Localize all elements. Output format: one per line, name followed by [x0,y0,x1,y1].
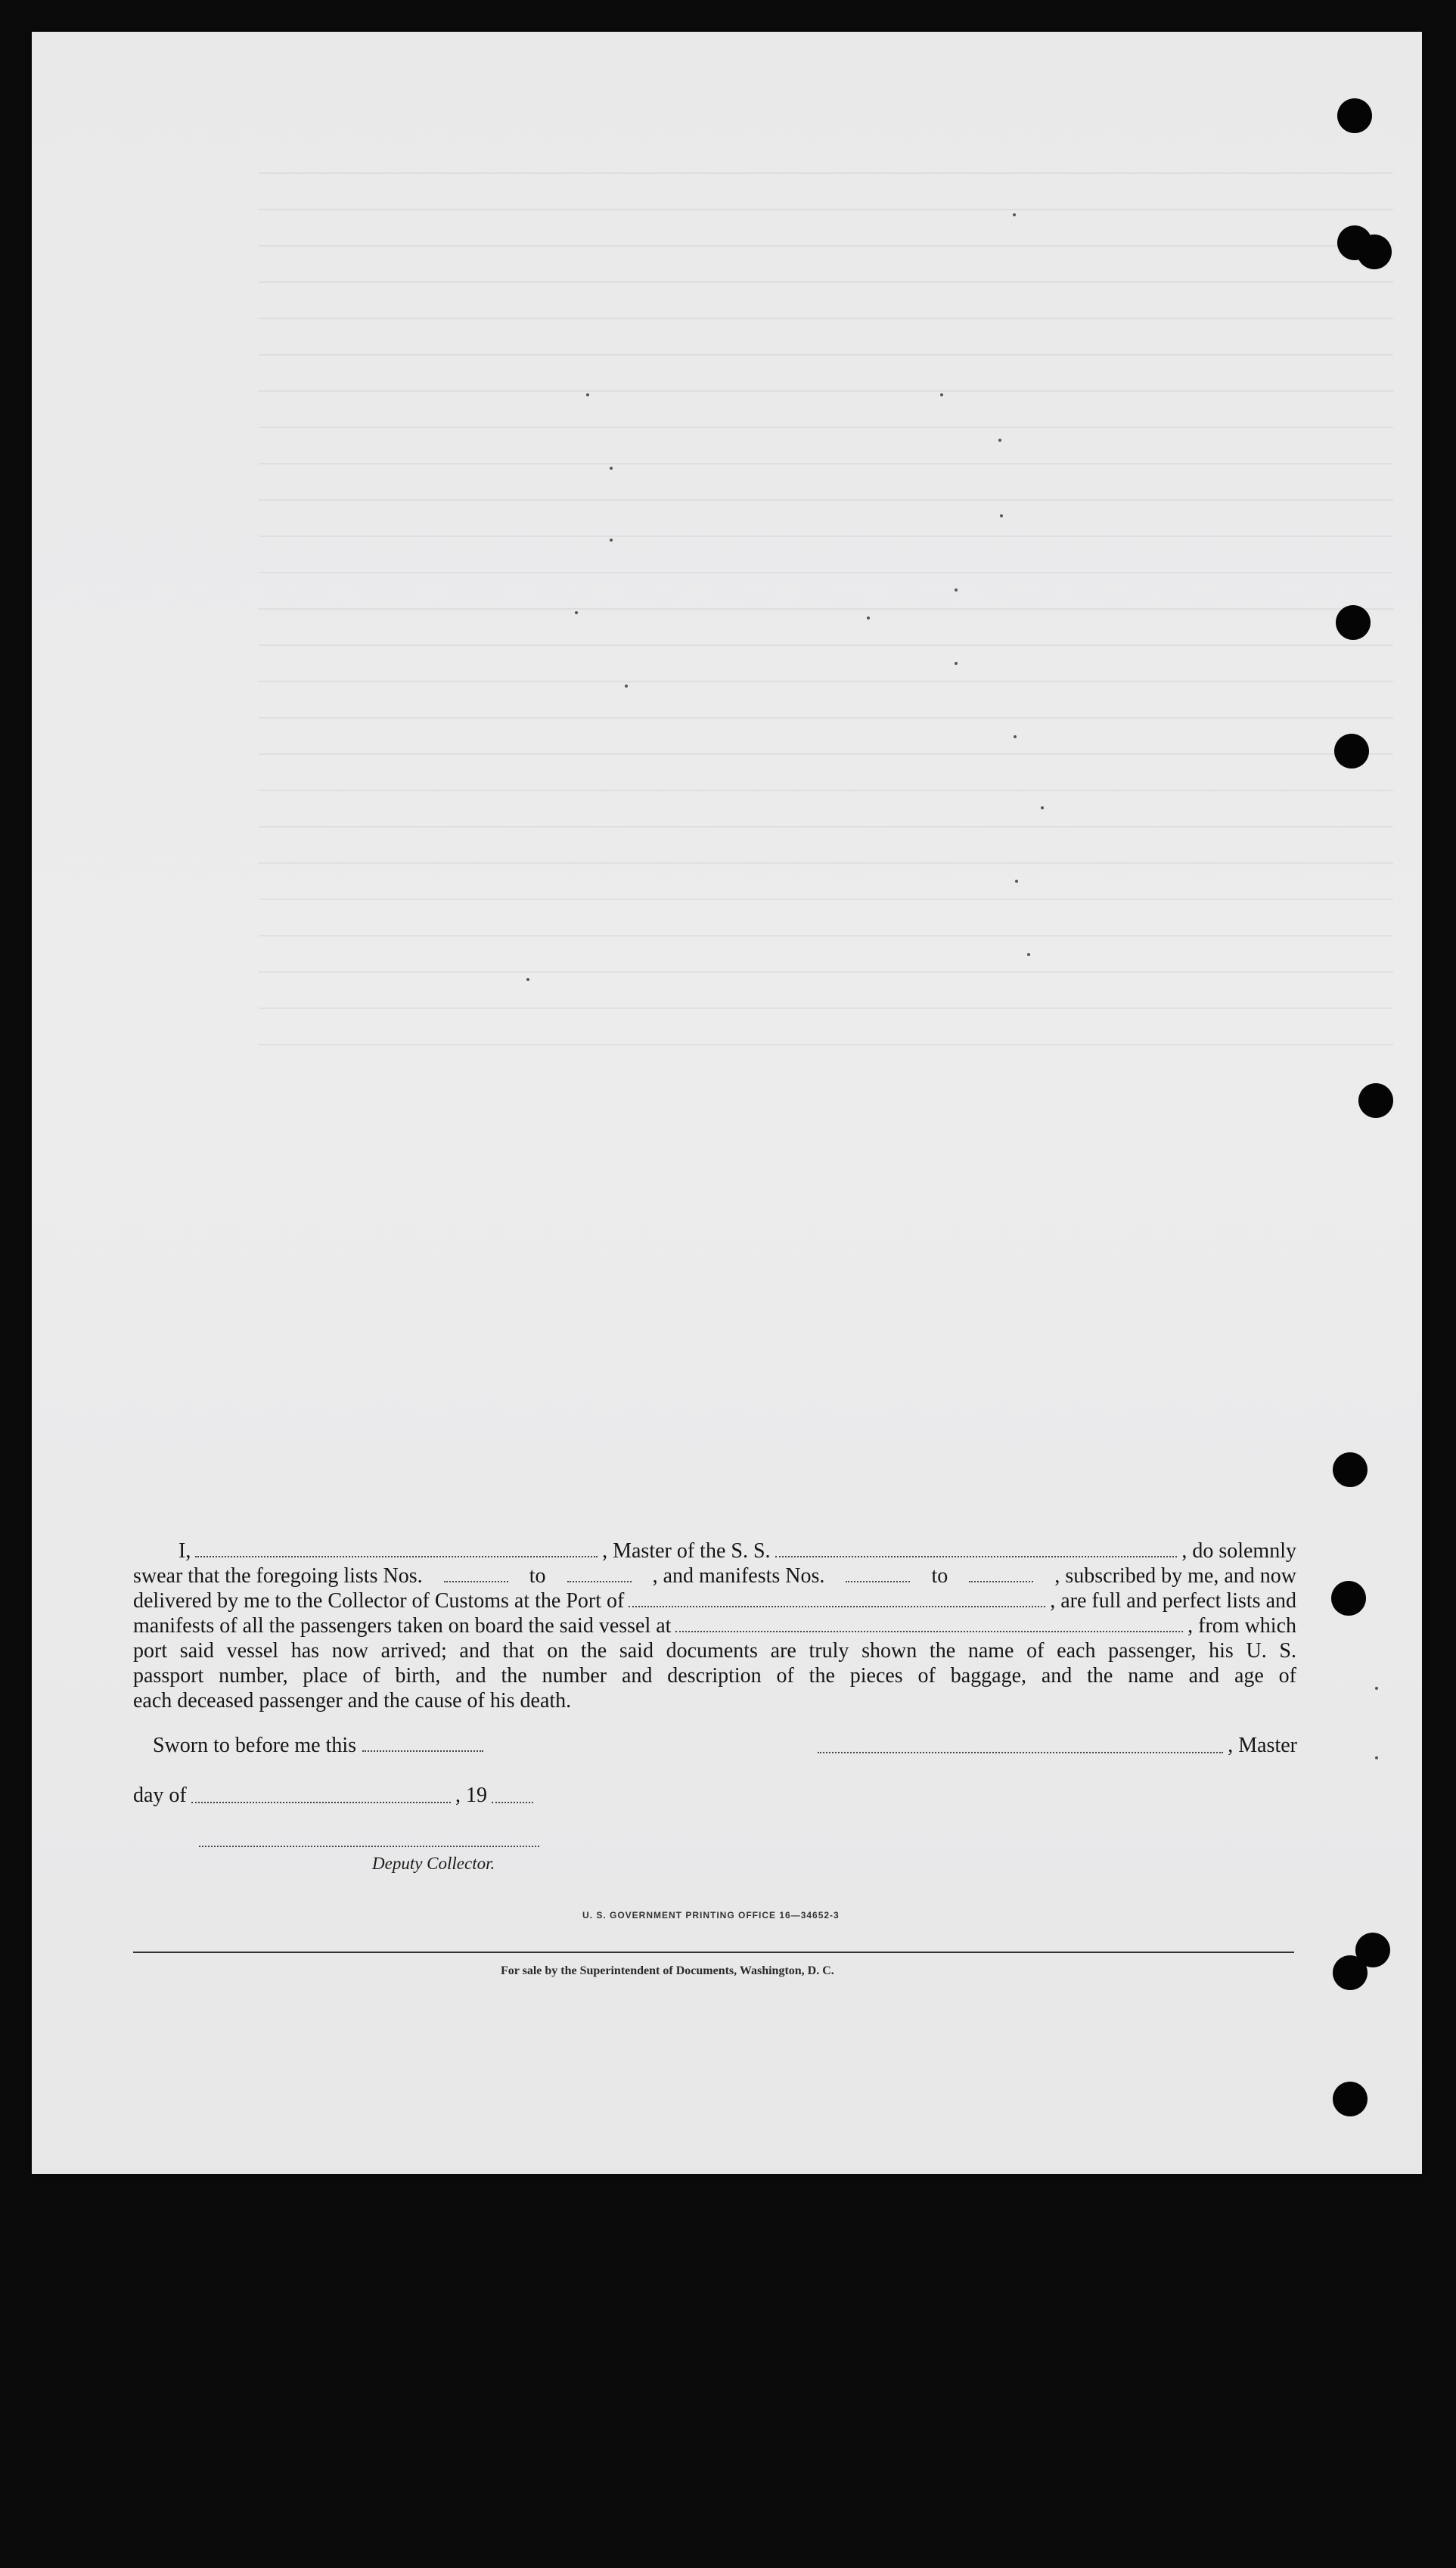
master-label: , Master [1228,1734,1297,1757]
list-from-blank [444,1563,508,1582]
oath-text: manifests of all the passengers taken on board the said vessel at [133,1614,672,1638]
master-name-blank [195,1539,598,1557]
ship-name-blank [775,1539,1178,1557]
speck [998,439,1001,442]
punch-hole [1331,1581,1366,1616]
speck [610,539,613,542]
punch-hole [1334,734,1369,769]
punch-hole [1357,234,1392,269]
bleed-through-texture [259,138,1393,1045]
oath-text: , subscribed by me, and now [1054,1564,1296,1588]
speck [625,685,628,688]
oath-line-3 [133,1588,1296,1613]
speck [610,467,613,470]
oath-text: , Master of the S. S. [602,1539,771,1563]
oath-text: to [931,1564,948,1588]
boarding-port-blank [675,1613,1183,1632]
speck [1375,1687,1378,1690]
punch-hole [1336,605,1371,640]
sworn-label: Sworn to before me this [153,1734,357,1757]
sworn-line [153,1734,483,1758]
speck [526,978,529,981]
oath-text: to [529,1564,546,1588]
oath-line-5: port said vessel has now arrived; and that on the said documents are truly shown the name of each passenger, his U. S. [133,1639,1296,1663]
oath-line-4 [133,1613,1296,1638]
oath-text: swear that the foregoing lists Nos. [133,1564,423,1588]
oath-paragraph [133,1539,1296,1713]
oath-line-1 [133,1539,1296,1563]
for-sale-notice: For sale by the Superintendent of Documents, Washington, D. C. [501,1964,834,1977]
speck [1015,880,1018,883]
speck [1013,213,1016,216]
oath-line-2 [133,1563,1296,1588]
punch-hole [1333,1452,1368,1487]
oath-text: delivered by me to the Collector of Customs at the Port of [133,1589,625,1613]
speck [1041,806,1044,809]
punch-hole [1333,2082,1368,2116]
document-page [32,32,1422,2174]
speck [940,393,943,396]
deputy-signature-blank [199,1846,539,1847]
punch-hole [1358,1083,1393,1118]
oath-line-7: each deceased passenger and the cause of his death. [133,1689,572,1713]
speck [955,588,958,592]
speck [1375,1756,1378,1759]
oath-line-6: passport number, place of birth, and the number and description of the pieces of baggage, and the name and age of [133,1664,1296,1688]
master-signature-blank [818,1752,1223,1753]
manifest-from-blank [846,1563,910,1582]
speck [575,611,578,614]
manifest-to-blank [969,1563,1033,1582]
speck [1000,514,1003,517]
oath-text: , are full and perfect lists and [1050,1589,1296,1613]
year-blank [492,1802,533,1803]
speck [867,616,870,619]
footer-rule [133,1952,1294,1953]
month-blank [191,1802,451,1803]
oath-text: I, [179,1539,191,1563]
day-of-label: day of [133,1784,187,1807]
year-label: , 19 [455,1784,487,1807]
sworn-date-blank [362,1750,483,1752]
speck [1027,953,1030,956]
punch-hole [1337,98,1372,133]
master-signature-line [813,1734,1297,1758]
oath-text: , do solemnly [1181,1539,1296,1563]
speck [1014,735,1017,738]
list-to-blank [567,1563,632,1582]
punch-hole [1333,1955,1368,1990]
day-of-line [133,1784,538,1808]
port-blank [629,1588,1045,1607]
deputy-collector-label: Deputy Collector. [372,1854,495,1873]
speck [586,393,589,396]
speck [955,662,958,665]
printing-office-imprint: U. S. GOVERNMENT PRINTING OFFICE 16—34652-3 [582,1910,840,1921]
oath-text: , from which [1187,1614,1296,1638]
oath-text: , and manifests Nos. [652,1564,825,1588]
